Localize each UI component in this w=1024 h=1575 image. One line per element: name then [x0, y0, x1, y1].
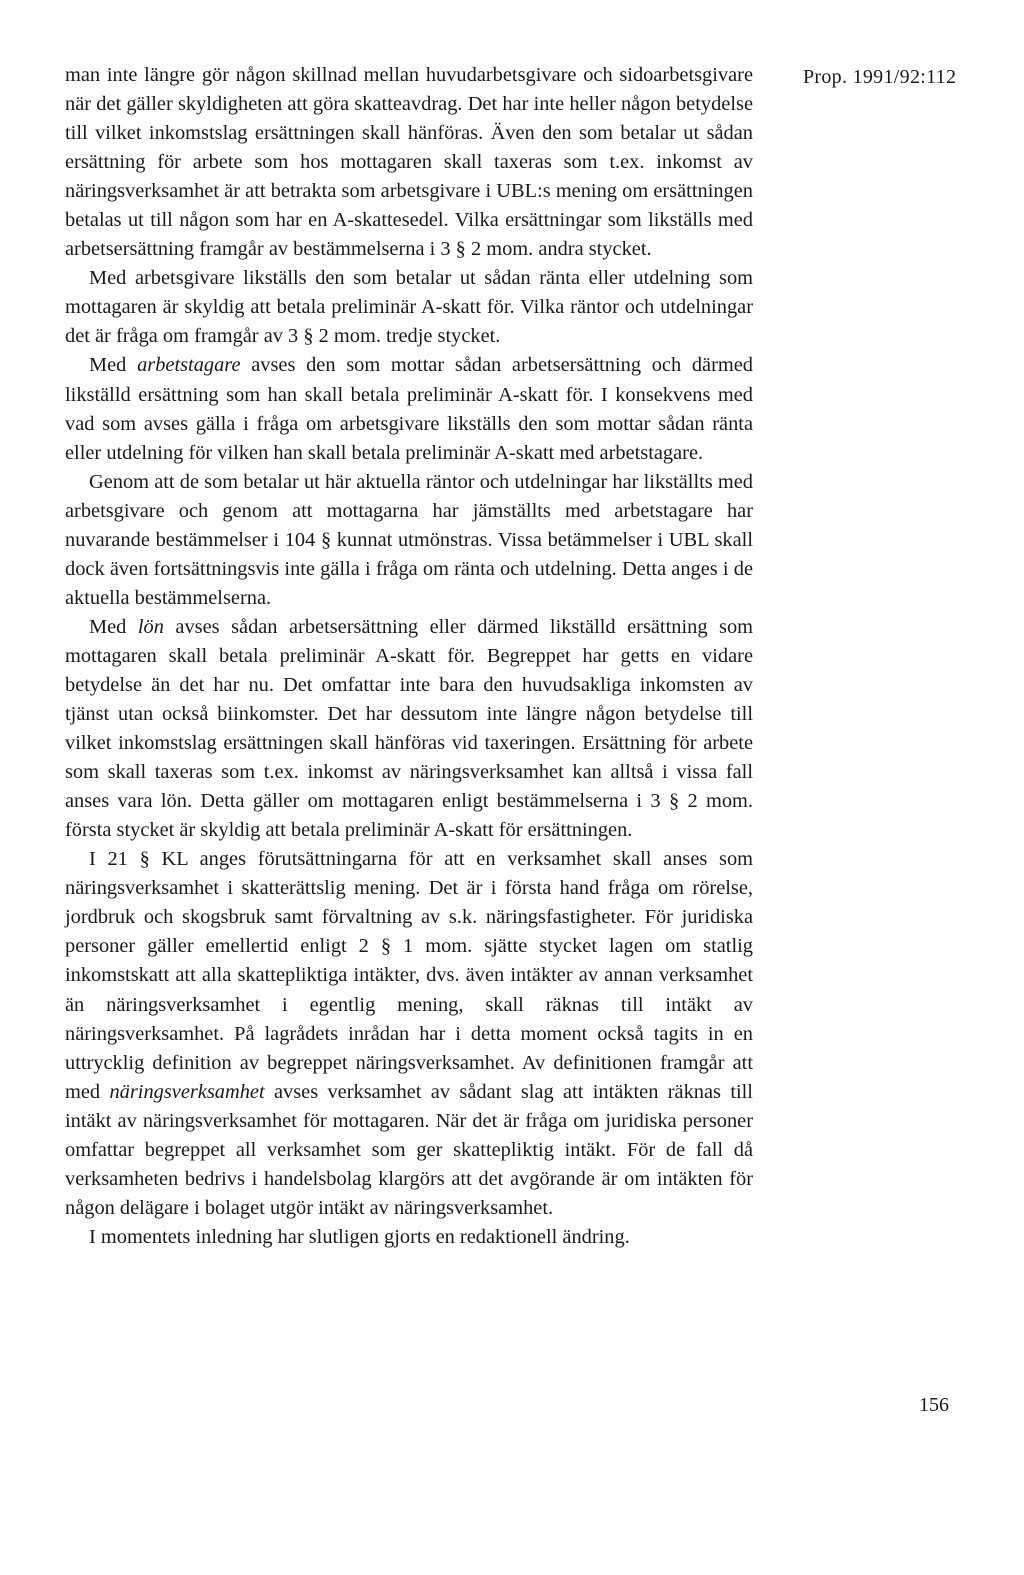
text-run: avses den som mottar sådan arbetsersättning och därmed likställd ersättning som han skall betala preliminär A-skatt för. I konsekvens med vad som avses gälla i fråga om arbetsgivare likställs den som mottar sådan ränta eller utdelning för vilken han skall betala preliminär A-skatt med arbetstagare.: [65, 354, 753, 464]
paragraph: [65, 613, 753, 845]
paragraph: [65, 468, 753, 613]
text-run: Med: [89, 354, 138, 377]
paragraph: [65, 1223, 753, 1252]
text-run: man inte längre gör någon skillnad mellan huvudarbetsgivare och sidoarbetsgivare när det gäller skyldigheten att göra skatteavdrag. Det har inte heller någon betydelse till vilket inkomstslag ersättningen skall hänföras. Även den som betalar ut sådan ersättning för arbete som hos mottagaren skall taxeras som t.ex. inkomst av näringsverksamhet är att betrakta som arbetsgivare i UBL:s mening om ersättningen betalas ut till någon som har en A-skattesedel. Vilka ersättningar som likställs med arbetsersättning framgår av bestämmelserna i 3 § 2 mom. andra stycket.: [65, 64, 753, 261]
text-run: avses verksamhet av sådant slag att intäkten räknas till intäkt av näringsverksamhet för mottagaren. När det är fråga om juridiska personer omfattar begreppet all verksamhet som ger skattepliktig intäkt. För de fall då verksamheten bedrivs i handelsbolag klargörs att det avgörande är om intäkten för någon delägare i bolaget utgör intäkt av näringsverksamhet.: [65, 1080, 753, 1219]
text-run: I momentets inledning har slutligen gjorts en redaktionell ändring.: [89, 1225, 630, 1248]
text-run: Med: [89, 615, 138, 638]
text-run: avses sådan arbetsersättning eller därmed likställd ersättning som mottagaren skall betala preliminär A-skatt för. Begreppet har getts en vidare betydelse än det har nu. Det omfattar inte bara den huvudsakliga inkomsten av tjänst utan också biinkomster. Det har dessutom inte längre någon betydelse till vilket inkomstslag ersättningen skall hänföras vid taxeringen. Ersättning för arbete som skall taxeras som t.ex. inkomst av näringsverksamhet kan alltså i vissa fall anses vara lön. Detta gäller om mottagaren enligt bestämmelserna i 3 § 2 mom. första stycket är skyldig att betala preliminär A-skatt för ersättningen.: [65, 615, 753, 842]
paragraph: [65, 264, 753, 351]
text-run: Genom att de som betalar ut här aktuella räntor och utdelningar har likställts med arbetsgivare och genom att mottagarna har jämställts med arbetstagare har nuvarande bestämmelser i 104 § kunnat utmönstras. Vissa betämmelser i UBL skall dock även fortsättningsvis inte gälla i fråga om ränta och utdelning. Detta anges i de aktuella bestämmelserna.: [65, 470, 753, 609]
italic-term: arbetstagare: [137, 354, 241, 377]
italic-term: lön: [137, 615, 164, 638]
page-number: 156: [919, 1394, 949, 1416]
paragraph: [65, 351, 753, 467]
document-reference: Prop. 1991/92:112: [803, 66, 957, 88]
body-text: [65, 61, 753, 1252]
italic-term: näringsverksamhet: [109, 1080, 265, 1103]
text-run: I 21 § KL anges förutsättningarna för att en verksamhet skall anses som näringsverksamhet i skatterättslig mening. Det är i första hand fråga om rörelse, jordbruk och skogsbruk samt förvaltning av s.k. näringsfastigheter. För juridiska personer gäller emellertid enligt 2 § 1 mom. sjätte stycket lagen om statlig inkomstskatt att alla skattepliktiga intäkter, dvs. även intäkter av annan verksamhet än näringsverksamhet i egentlig mening, skall räknas till intäkt av näringsverksamhet. På lagrådets inrådan har i detta moment också tagits in en uttrycklig definition av begreppet näringsverksamhet. Av definitionen framgår att med: [65, 848, 753, 1103]
paragraph: [65, 845, 753, 1223]
text-run: Med arbetsgivare likställs den som betalar ut sådan ränta eller utdelning som mottagaren är skyldig att betala preliminär A-skatt för. Vilka räntor och utdelningar det är fråga om framgår av 3 § 2 mom. tredje stycket.: [65, 267, 753, 348]
paragraph: [65, 61, 753, 264]
